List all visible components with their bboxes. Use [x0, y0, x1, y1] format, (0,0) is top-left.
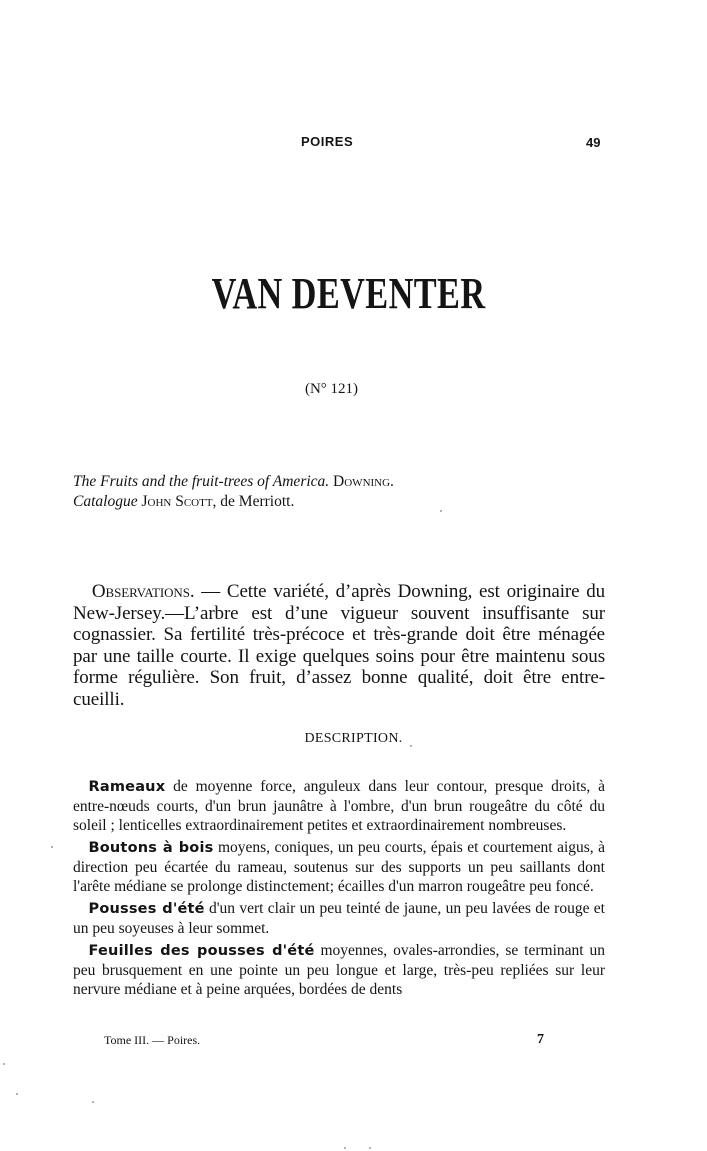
description-body	[73, 777, 605, 1002]
description-paragraph-pousses	[73, 899, 605, 938]
reference-title: The Fruits and the fruit-trees of America.	[73, 473, 330, 490]
description-term: Pousses d'été	[88, 901, 205, 917]
description-paragraph-boutons	[73, 838, 605, 896]
scan-speck	[92, 1101, 94, 1103]
observations-paragraph	[73, 581, 605, 711]
reference-location: , de Merriott.	[212, 493, 295, 510]
observations-label: Observations.	[91, 581, 195, 602]
description-paragraph-rameaux	[73, 777, 605, 835]
scan-speck	[440, 510, 442, 512]
page-footer	[0, 1033, 707, 1053]
signature-line: Tome III. — Poires.	[104, 1033, 201, 1047]
running-title: POIRES	[301, 134, 354, 149]
scan-speck	[51, 846, 53, 848]
scan-speck	[16, 1093, 18, 1095]
signature-mark: 7	[537, 1032, 544, 1047]
scan-speck	[3, 1063, 5, 1065]
description-term: Feuilles des pousses d'été	[88, 943, 315, 959]
description-text: moyennes, ovales-arrondies, se terminant un peu brusquement en une pointe un peu longue et large, très-peu repliées sur leur nervure médiane et à peine arquées, bordées de dents	[73, 942, 605, 998]
variety-title: VAN DEVENTER	[211, 269, 486, 318]
description-text: de moyenne force, anguleux dans leur contour, presque droits, à entre-nœuds courts, d'un brun jaunâtre à l'ombre, d'un brun rougeâtre du côté du soleil ; lenticelles extraordinairement petites et extraordinairement nombreuses.	[73, 778, 605, 834]
references	[73, 472, 613, 512]
description-text: moyens, coniques, un peu courts, épais et courtement aigus, à direction peu écartée du rameau, soutenus sur des supports un peu saillants dont l'arête médiane se prolonge distinctement; écailles d'un marron rougeâtre peu foncé.	[73, 839, 605, 895]
reference-catalogue	[73, 492, 613, 512]
description-heading: DESCRIPTION.	[304, 731, 403, 746]
scan-speck	[369, 1147, 371, 1149]
reference-downing	[73, 472, 613, 492]
observations-text: — Cette variété, d’après Downing, est originaire du New-Jersey.—L’arbre est d’une vigueur souvent insuffisante sur cognassier. Sa fertilité très-précoce et très-grande doit être ménagée par une taille courte. Il exige quelques soins pour être maintenu sous forme régulière. Son fruit, d’assez bonne qualité, doit être entre-cueilli.	[73, 581, 605, 710]
scan-speck	[410, 745, 412, 747]
reference-author: Downing.	[333, 473, 394, 490]
reference-title: Catalogue	[73, 493, 138, 510]
scan-speck	[344, 1147, 346, 1149]
page-number: 49	[586, 135, 601, 150]
variety-number: (N° 121)	[304, 381, 359, 397]
description-text: d'un vert clair un peu teinté de jaune, un peu lavées de rouge et un peu soyeuses à leur sommet.	[73, 900, 605, 937]
reference-author: John Scott	[141, 493, 213, 510]
description-term: Boutons à bois	[88, 840, 214, 856]
running-head	[0, 134, 707, 154]
description-paragraph-feuilles	[73, 941, 605, 999]
description-term: Rameaux	[88, 779, 166, 795]
